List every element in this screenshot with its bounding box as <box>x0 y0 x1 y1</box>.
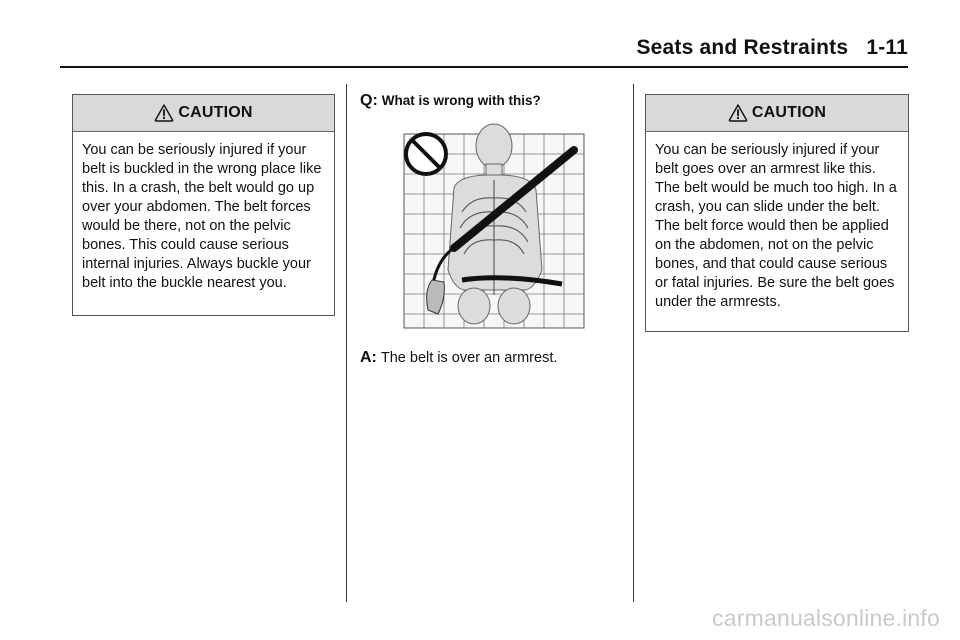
section-title: Seats and Restraints <box>636 36 849 59</box>
question <box>360 91 620 110</box>
caution-box-left <box>72 94 335 316</box>
caution-body: You can be seriously injured if your belt goes over an armrest like this. The belt would be much too high. In a crash, you can slide under the belt. The belt force would then be applied on the abdomen, not on the pelvic bones, and that could cause serious or fatal injuries. Be sure the belt goes under the armrests. <box>655 142 897 310</box>
answer <box>360 348 620 367</box>
caution-header <box>73 95 334 132</box>
caution-header <box>646 95 908 132</box>
prohibited-circle-icon <box>406 134 446 174</box>
answer-label: A: <box>360 349 377 366</box>
warning-triangle-icon <box>728 103 748 123</box>
answer-text: The belt is over an armrest. <box>380 350 558 366</box>
belt-over-armrest-illustration <box>402 120 586 330</box>
watermark: carmanualsonline.info <box>712 605 940 631</box>
column-divider-left <box>346 84 347 602</box>
warning-triangle-icon <box>154 103 174 123</box>
caution-body: You can be seriously injured if your belt is buckled in the wrong place like this. In a crash, the belt would go up over your abdomen. The belt forces would be there, not on the pelvic bones. This could cause serious internal injuries. Always buckle your belt into the buckle nearest you. <box>82 142 322 291</box>
question-label: Q: <box>360 92 378 109</box>
page-number: 1-11 <box>866 36 908 59</box>
page-header <box>60 36 908 68</box>
page-header-text <box>636 36 908 60</box>
caution-box-right <box>645 94 909 332</box>
caution-heading: CAUTION <box>178 104 253 121</box>
caution-heading: CAUTION <box>751 104 827 121</box>
question-text: What is wrong with this? <box>381 93 541 108</box>
column-divider-right <box>633 84 634 602</box>
header-spacer <box>848 36 866 59</box>
